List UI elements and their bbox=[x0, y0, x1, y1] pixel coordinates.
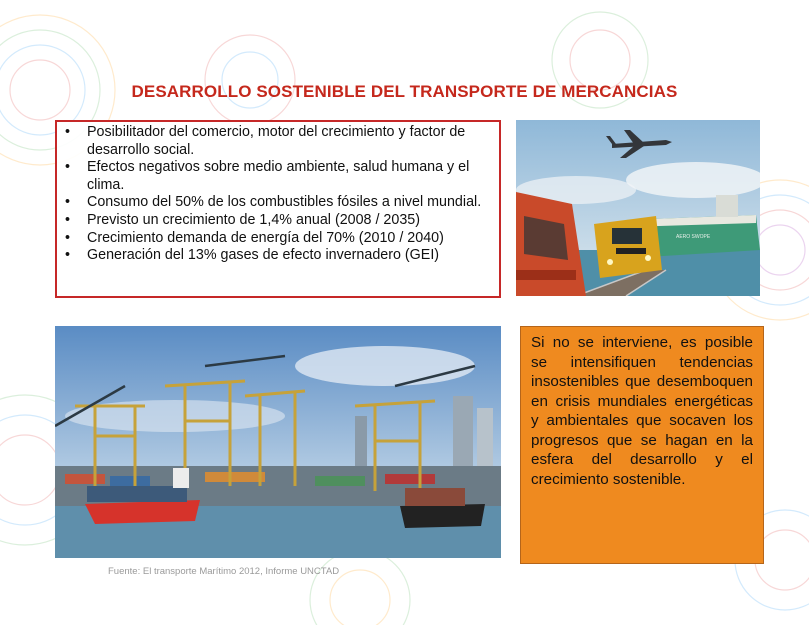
bullet-item: • Efectos negativos sobre medio ambiente, salud humana y el clima. bbox=[63, 159, 493, 194]
bullet-item: • Generación del 13% gases de efecto invernadero (GEI) bbox=[63, 247, 493, 265]
bullet-item: • Previsto un crecimiento de 1,4% anual (2008 / 2035) bbox=[63, 212, 493, 230]
conclusion-callout: Si no se interviene, es posible se intensifiquen tendencias insostenibles que desemboquen en crisis mundiales energéticas y ambientales que socaven los progresos que se hagan en la esfera del desarrollo y el crecimiento sostenible. bbox=[520, 326, 764, 564]
transport-modes-photo bbox=[516, 120, 760, 296]
svg-text:AERO SWOPE: AERO SWOPE bbox=[676, 234, 711, 240]
bullet-item: • Crecimiento demanda de energía del 70% (2010 / 2040) bbox=[63, 230, 493, 248]
slide-title: DESARROLLO SOSTENIBLE DEL TRANSPORTE DE MERCANCIAS bbox=[131, 82, 678, 101]
source-caption: Fuente: El transporte Marítimo 2012, Informe UNCTAD bbox=[108, 566, 340, 577]
bullet-item: • Posibilitador del comercio, motor del crecimiento y factor de desarrollo social. bbox=[63, 124, 493, 159]
bullet-list-box bbox=[55, 120, 501, 298]
locomotive bbox=[594, 216, 662, 278]
bullet-item: • Consumo del 50% de los combustibles fósiles a nivel mundial. bbox=[63, 194, 493, 212]
container-port-photo bbox=[55, 326, 501, 558]
bullet-list bbox=[63, 124, 493, 265]
